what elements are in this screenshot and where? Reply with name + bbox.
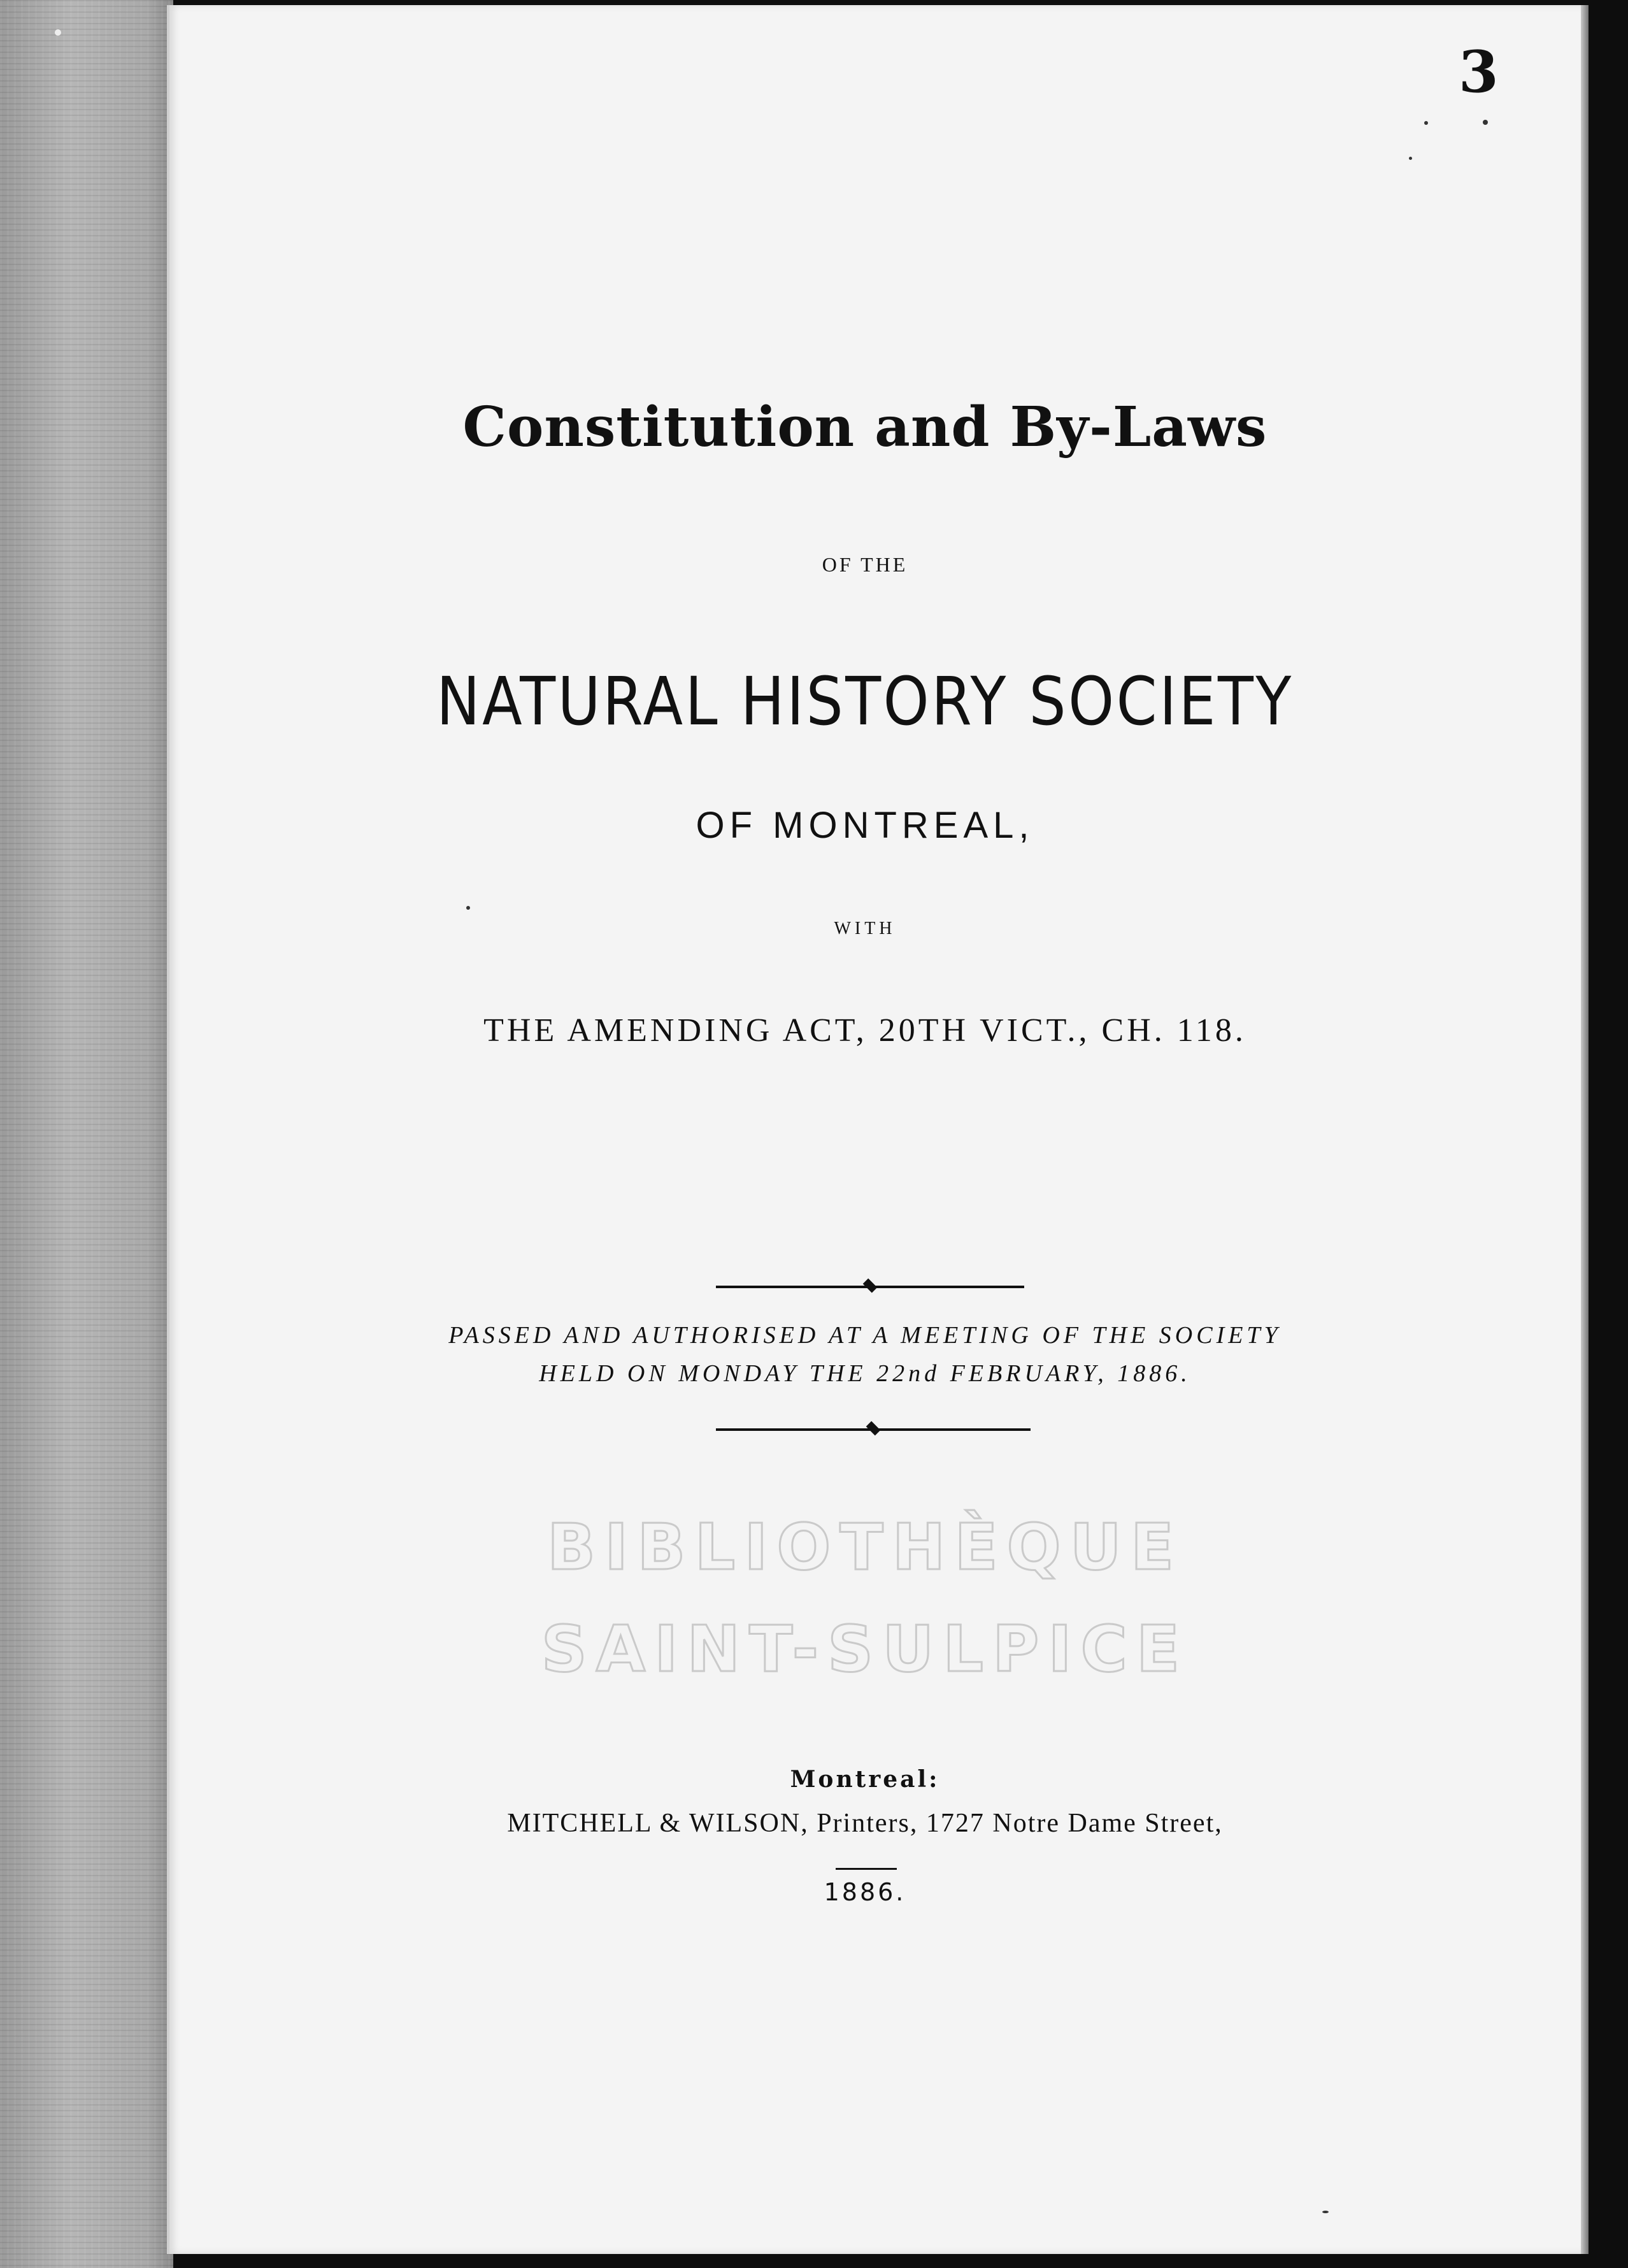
ornament-rule-top [716, 1286, 1024, 1288]
scan-speck [55, 29, 61, 36]
corner-page-mark: 3 [1459, 38, 1499, 106]
imprint-rule [836, 1868, 897, 1870]
passed-line-1: PASSED AND AUTHORISED AT A MEETING OF THE SOCIETY [448, 1322, 1282, 1349]
with-label: WITH [834, 919, 896, 938]
document-title: Constitution and By-Laws [462, 395, 1267, 459]
scan-speck [1424, 121, 1428, 125]
scan-speck [1483, 120, 1488, 125]
scan-speck [1322, 2211, 1329, 2213]
scan-speck [466, 906, 470, 910]
ornament-rule-bottom [716, 1428, 1031, 1431]
imprint-place: Montreal: [790, 1766, 940, 1793]
library-perforation-stamp-line-1: BIBLIOTHÈQUE [546, 1510, 1183, 1584]
city-label: OF MONTREAL, [696, 805, 1034, 846]
imprint-year: 1886. [824, 1878, 906, 1906]
library-perforation-stamp-line-2: SAINT-SULPICE [541, 1612, 1189, 1686]
imprint-printer: MITCHELL & WILSON, Printers, 1727 Notre Dame Street, [507, 1809, 1223, 1838]
scan-speck [1409, 157, 1412, 160]
page-edge [1581, 5, 1589, 2254]
amending-act-line: THE AMENDING ACT, 20TH VICT., CH. 118. [483, 1012, 1246, 1049]
cover-spine [0, 0, 173, 2268]
passed-line-2: HELD ON MONDAY THE 22nd FEBRUARY, 1886. [539, 1360, 1191, 1387]
of-the-label: OF THE [822, 553, 908, 576]
title-page [167, 5, 1583, 2254]
society-name: NATURAL HISTORY SOCIETY [436, 663, 1294, 740]
